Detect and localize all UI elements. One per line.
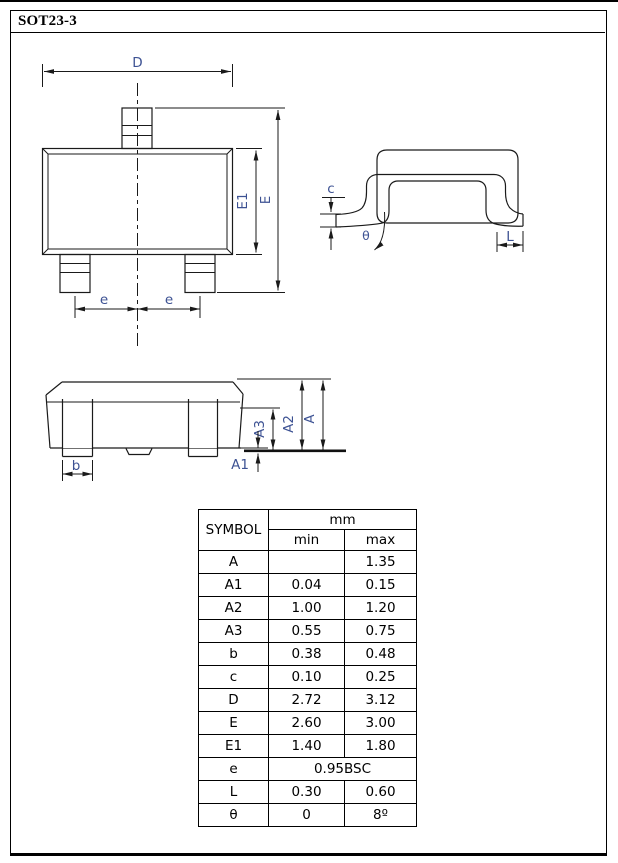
bottom-right-lead: [185, 255, 215, 293]
dim-label-A: A: [302, 414, 318, 424]
dim-theta-arc: [375, 212, 385, 250]
page-title: SOT23-3: [18, 13, 77, 29]
cell-min: 0.55: [269, 620, 345, 643]
bottom-left-lead-bend-lines: [60, 264, 90, 273]
cell-min: 1.40: [269, 735, 345, 758]
dimension-table: [198, 509, 417, 827]
cell-max: 0.60: [345, 781, 417, 804]
cell-max: 3.00: [345, 712, 417, 735]
cell-symbol: A3: [199, 620, 269, 643]
table-row: [199, 620, 417, 643]
cell-min: 0: [269, 804, 345, 827]
cell-max: 0.15: [345, 574, 417, 597]
table-row: [199, 551, 417, 574]
cell-max: 1.80: [345, 735, 417, 758]
cell-min: 2.72: [269, 689, 345, 712]
dim-label-e-left: e: [99, 292, 109, 308]
cell-max: 1.20: [345, 597, 417, 620]
cell-symbol: b: [199, 643, 269, 666]
cell-max: 8º: [345, 804, 417, 827]
cell-symbol: θ: [199, 804, 269, 827]
dim-label-E: E: [258, 195, 274, 205]
cell-min: 0.10: [269, 666, 345, 689]
table-header-max: max: [345, 530, 417, 551]
cell-symbol: E: [199, 712, 269, 735]
dim-label-A1: A1: [231, 457, 249, 473]
table-row: [199, 597, 417, 620]
dim-label-E1: E1: [235, 192, 251, 210]
dim-label-e-right: e: [164, 292, 174, 308]
dim-label-c: c: [327, 181, 335, 197]
cell-min: 0.30: [269, 781, 345, 804]
dim-label-A3: A3: [252, 420, 268, 438]
front-left-lead-foot: [63, 448, 93, 457]
front-right-lead-foot: [189, 448, 218, 457]
table-row: [199, 666, 417, 689]
dim-label-D: D: [132, 55, 143, 71]
table-row: [199, 735, 417, 758]
cell-symbol: e: [199, 758, 269, 781]
dim-label-L: L: [506, 229, 514, 245]
bottom-left-lead: [60, 255, 90, 293]
bottom-right-lead-bend-lines: [185, 264, 215, 273]
cell-max: 0.48: [345, 643, 417, 666]
table-row: [199, 712, 417, 735]
dim-label-b: b: [71, 458, 81, 474]
cell-min: 1.00: [269, 597, 345, 620]
dim-label-theta: θ: [362, 228, 370, 243]
table-header-symbol: SYMBOL: [199, 510, 269, 551]
dim-label-A2: A2: [281, 415, 297, 433]
cell-max: 0.75: [345, 620, 417, 643]
front-left-lead-fill: [63, 403, 92, 448]
cell-span-value: 0.95BSC: [269, 758, 417, 781]
cell-max: 1.35: [345, 551, 417, 574]
cell-symbol: E1: [199, 735, 269, 758]
cell-symbol: L: [199, 781, 269, 804]
table-row: [199, 804, 417, 827]
cell-symbol: A1: [199, 574, 269, 597]
front-view-drawing: [46, 379, 346, 481]
cell-min: 0.04: [269, 574, 345, 597]
cell-max: 0.25: [345, 666, 417, 689]
side-view-body: [377, 150, 518, 223]
cell-min: 0.38: [269, 643, 345, 666]
table-header-min: min: [269, 530, 345, 551]
table-row: [199, 758, 417, 781]
table-header-unit: mm: [269, 510, 417, 530]
table-row: [199, 689, 417, 712]
side-view-drawing: [320, 150, 523, 252]
table-row: [199, 781, 417, 804]
cell-min: 2.60: [269, 712, 345, 735]
cell-symbol: A2: [199, 597, 269, 620]
cell-max: 3.12: [345, 689, 417, 712]
cell-symbol: A: [199, 551, 269, 574]
cell-min: [269, 551, 345, 574]
cell-symbol: D: [199, 689, 269, 712]
cell-symbol: c: [199, 666, 269, 689]
table-row: [199, 574, 417, 597]
front-center-lead-tab: [126, 449, 152, 455]
table-row: [199, 643, 417, 666]
top-view-drawing: [43, 55, 286, 348]
front-right-lead-fill: [189, 403, 217, 448]
